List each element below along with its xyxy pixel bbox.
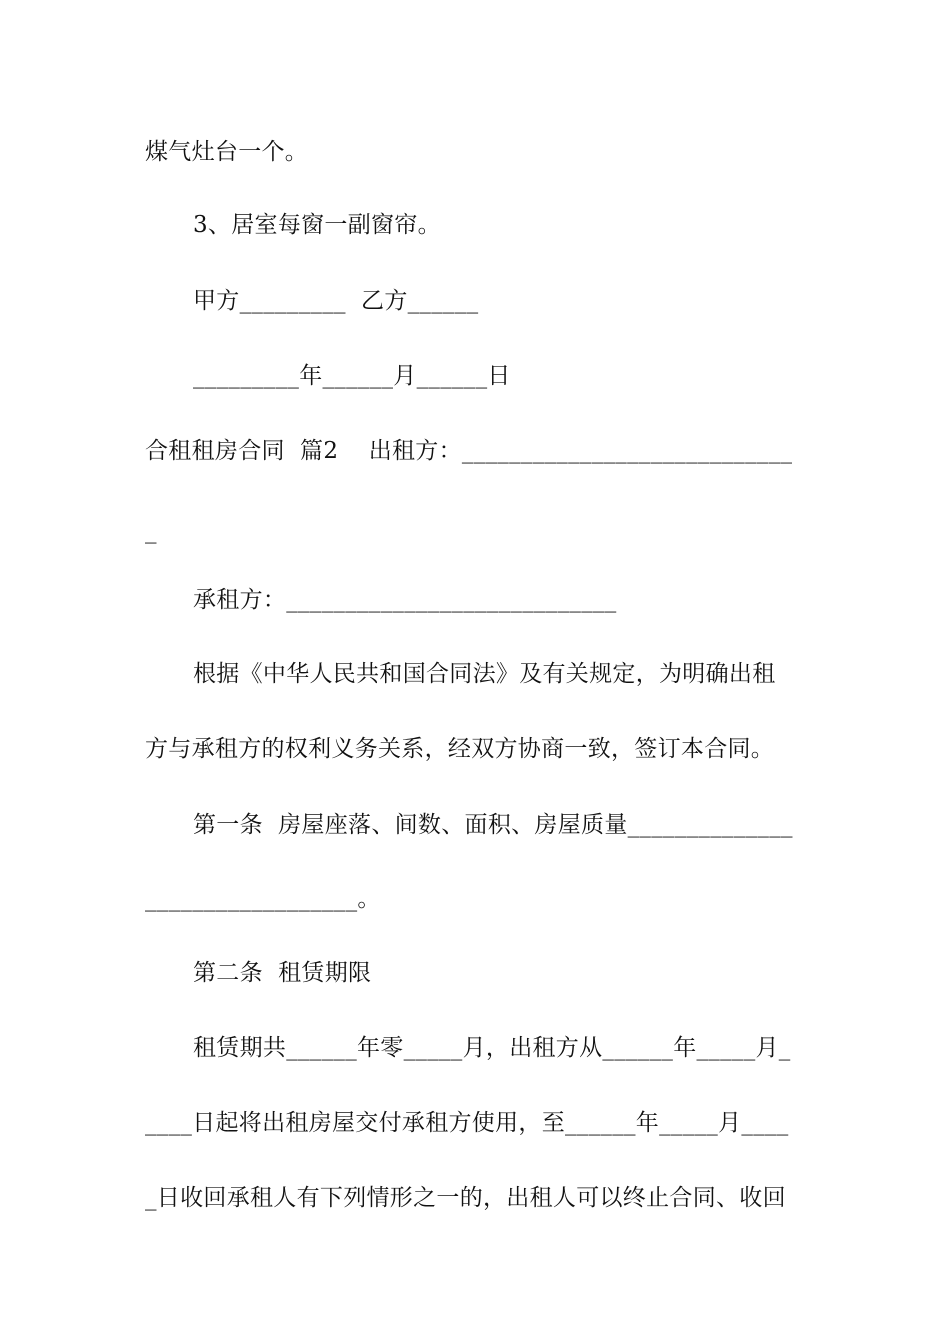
section-heading: 合租租房合同 篇2 出租方：____________________________ bbox=[145, 438, 793, 464]
tenant-line: 承租方：____________________________ bbox=[193, 587, 617, 613]
text-line: ____日起将出租房屋交付承租方使用，至______年_____月____ bbox=[145, 1110, 789, 1136]
signature-line: 甲方_________ 乙方______ bbox=[193, 288, 479, 314]
text-line: 根据《中华人民共和国合同法》及有关规定，为明确出租 bbox=[193, 661, 776, 687]
text-line: __________________。 bbox=[145, 886, 381, 912]
text-line: 3、居室每窗一副窗帘。 bbox=[193, 212, 441, 238]
text-line: 租赁期共______年零_____月，出租方从______年_____月_ bbox=[193, 1035, 791, 1061]
text-line: 煤气灶台一个。 bbox=[145, 139, 309, 165]
text-line: _日收回承租人有下列情形之一的，出租人可以终止合同、收回 bbox=[145, 1185, 786, 1211]
text-line: _ bbox=[145, 518, 157, 544]
article-heading: 第一条 房屋座落、间数、面积、房屋质量______________ bbox=[193, 812, 793, 838]
date-line: _________年______月______日 bbox=[193, 363, 511, 389]
article-heading: 第二条 租赁期限 bbox=[193, 960, 372, 986]
text-line: 方与承租方的权利义务关系，经双方协商一致，签订本合同。 bbox=[145, 736, 775, 762]
